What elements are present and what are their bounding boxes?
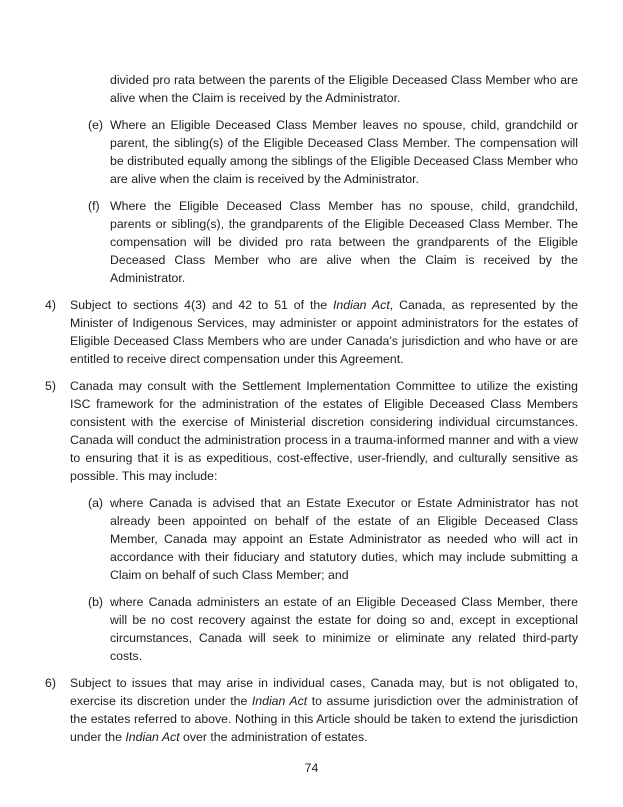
list-item-4-text [70, 296, 578, 368]
list-item-5-text: Canada may consult with the Settlement Implementation Committee to utilize the existing ISC framework for the administration of the estates of Eligible Deceased Class Members consistent with the exercise of Ministerial discretion considering individual circumstances. Canada will conduct the administration process in a trauma-informed manner and with a view to ensuring that it is as expeditious, cost-effective, user-friendly, and culturally sensitive as possible. This may include: [70, 379, 578, 483]
list-item-f-label: (f) [88, 199, 100, 213]
list-item-5a [88, 494, 578, 584]
list-item-6-italic-indian-act-2: Indian Act [125, 730, 180, 744]
list-item-6-italic-indian-act-1: Indian Act [251, 694, 308, 708]
list-item-6-text-pre: Subject to issues that may arise in individual cases, Canada may, but is not obligated to, exercise its discretion under the [70, 676, 578, 708]
list-item-6-text [70, 674, 578, 746]
page-number: 74 [304, 761, 319, 775]
list-item-5a-label: (a) [88, 496, 104, 510]
list-item-4-label: 4) [45, 298, 56, 312]
list-item-5 [45, 377, 578, 485]
list-item-e [88, 116, 578, 188]
page-footer [45, 759, 578, 777]
list-item-6-text-mid: to assume jurisdiction over the administration of the estates referred to above. Nothing in this Article should be taken to extend the jurisdiction under the [70, 694, 579, 744]
list-item-5b-label: (b) [88, 595, 104, 609]
list-item-5b [88, 593, 578, 665]
list-item-6-label: 6) [45, 676, 56, 690]
list-item-4-text-post: , Canada, as represented by the Minister of Indigenous Services, may administer or appoint administrators for the estates of Eligible Deceased Class Members who are under Canada’s jurisdiction and who have or are entitled to receive direct compensation under this Agreement. [70, 298, 578, 366]
list-item-4 [45, 296, 578, 368]
list-item-5a-text: where Canada is advised that an Estate Executor or Estate Administrator has not already been appointed on behalf of the estate of an Eligible Deceased Class Member, Canada may appoint an Estate Administrator as needed who will act in accordance with their fiduciary and statutory duties, which may include submitting a Claim on behalf of such Class Member; and [110, 496, 578, 582]
list-item-4-text-pre: Subject to sections 4(3) and 42 to 51 of the [70, 298, 333, 312]
list-item-e-text: Where an Eligible Deceased Class Member leaves no spouse, child, grandchild or parent, the sibling(s) of the Eligible Deceased Class Member. The compensation will be distributed equally among the siblings of the Eligible Deceased Class Member who are alive when the claim is received by the Administrator. [110, 118, 578, 186]
list-item-4-italic-indian-act: Indian Act [333, 298, 390, 312]
list-item-5b-text: where Canada administers an estate of an Eligible Deceased Class Member, there will be no cost recovery against the estate for doing so and, except in exceptional circumstances, Canada will seek to minimize or eliminate any related third-party costs. [110, 595, 578, 663]
list-item-f-text: Where the Eligible Deceased Class Member has no spouse, child, grandchild, parents or sibling(s), the grandparents of the Eligible Deceased Class Member. The compensation will be divided pro rata between the grandparents of the Eligible Deceased Class Member who are alive when the Claim is received by the Administrator. [110, 199, 578, 285]
list-item-f [88, 197, 578, 287]
list-item-e-label: (e) [88, 118, 104, 132]
list-item-5-label: 5) [45, 379, 56, 393]
list-item-6 [45, 674, 578, 746]
list-item-6-text-post: over the administration of estates. [179, 730, 368, 744]
paragraph-continuation: divided pro rata between the parents of the Eligible Deceased Class Member who are alive when the Claim is received by the Administrator. [110, 73, 578, 105]
